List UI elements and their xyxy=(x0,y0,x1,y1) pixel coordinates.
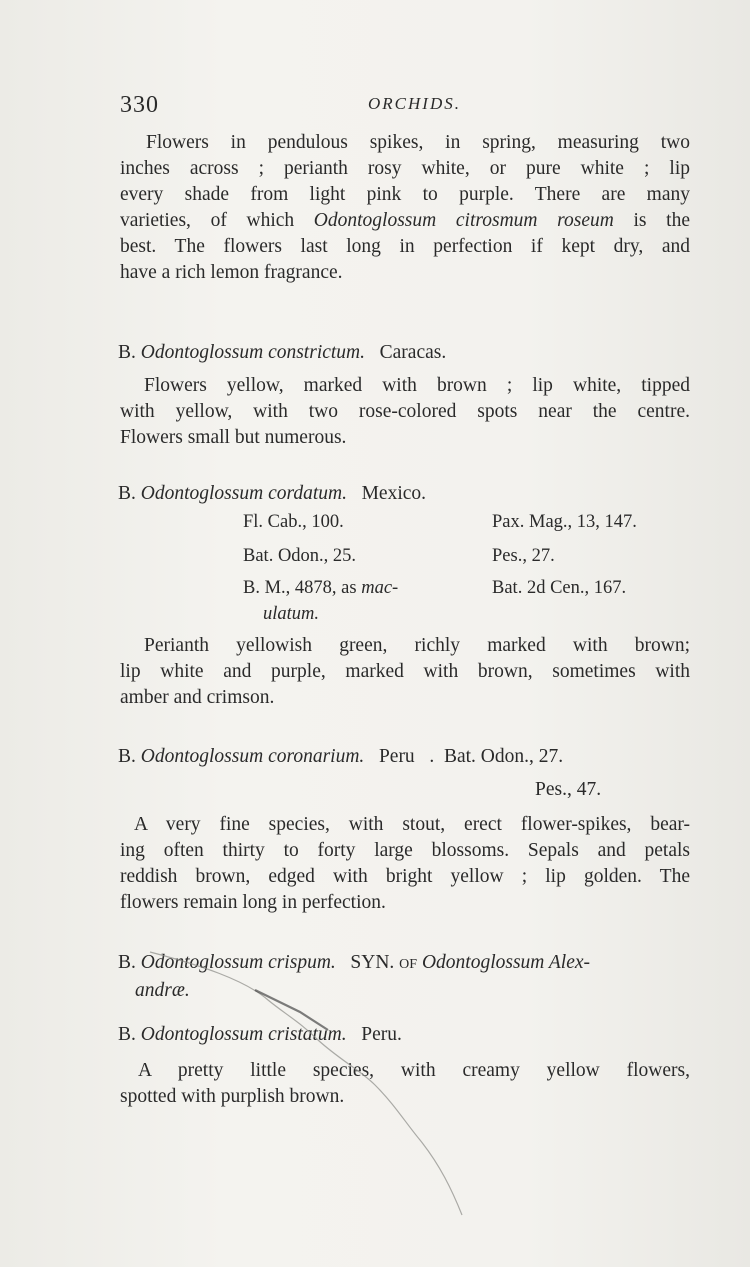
text-segment: varieties, of which xyxy=(120,210,314,231)
text-line: amber and crimson. xyxy=(120,687,275,708)
entry-prefix: B. xyxy=(118,746,141,767)
paragraph-cristatum xyxy=(120,1058,690,1110)
text-line: Flowers small but numerous. xyxy=(120,427,347,448)
text-line: ing often thirty to forty large blossoms. Sepals and petals xyxy=(120,840,690,861)
text-segment: is the xyxy=(613,210,690,231)
entry-constrictum xyxy=(118,340,690,366)
species-name: Odontoglossum cristatum. xyxy=(140,1024,347,1045)
entry-locality: Mexico. xyxy=(361,483,427,504)
entry-cordatum xyxy=(118,481,690,507)
text-line xyxy=(120,208,690,234)
text-line: every shade from light pink to purple. There are many xyxy=(120,184,690,205)
text-line: spotted with purplish brown. xyxy=(120,1086,345,1107)
entry-prefix: B. xyxy=(118,952,141,973)
reference-italic: mac- xyxy=(361,578,399,598)
reference: Bat. Odon., 27. xyxy=(443,746,564,767)
entry-separator: . xyxy=(429,746,435,767)
species-name: Odontoglossum constrictum. xyxy=(140,342,366,363)
reference: Pes., 27. xyxy=(492,546,555,566)
species-name: Odontoglossum citrosmum roseum xyxy=(313,210,614,231)
text-line: A very fine species, with stout, erect flower-spikes, bear- xyxy=(134,814,690,835)
entry-prefix: B. xyxy=(118,1024,141,1045)
text-line: Perianth yellowish green, richly marked with brown; xyxy=(144,635,690,656)
text-line: best. The flowers last long in perfection if kept dry, and xyxy=(120,236,690,257)
running-head xyxy=(120,92,690,122)
text-line: reddish brown, edged with bright yellow ; lip golden. The xyxy=(120,866,690,887)
entry-locality: Caracas. xyxy=(379,342,447,363)
paragraph-citrosmum xyxy=(120,130,690,286)
species-name: Odontoglossum crispum. xyxy=(140,952,336,973)
entry-prefix: B. xyxy=(118,483,141,504)
species-name: Odontoglossum coronarium. xyxy=(140,746,365,767)
reference: Fl. Cab., 100. xyxy=(243,512,344,532)
species-name: Odontoglossum cordatum. xyxy=(140,483,347,504)
paragraph-cordatum xyxy=(120,633,690,711)
synonym-name: andræ. xyxy=(135,980,190,1001)
entry-locality: Peru xyxy=(378,746,415,767)
paragraph-constrictum xyxy=(120,373,690,451)
reference: Bat. 2d Cen., 167. xyxy=(492,578,627,598)
reference: Pes., 47. xyxy=(535,779,602,800)
entry-coronarium xyxy=(118,744,690,770)
text-line: Flowers yellow, marked with brown ; lip white, tipped xyxy=(144,375,690,396)
text-line: lip white and purple, marked with brown, sometimes with xyxy=(120,661,690,682)
text-line: with yellow, with two rose-colored spots near the centre. xyxy=(120,401,690,422)
paragraph-coronarium xyxy=(120,812,690,916)
text-line: flowers remain long in perfection. xyxy=(120,892,386,913)
text-line: have a rich lemon fragrance. xyxy=(120,262,343,283)
reference-italic: ulatum. xyxy=(263,604,320,624)
text-line: inches across ; perianth rosy white, or pure white ; lip xyxy=(120,158,690,179)
entry-cristatum xyxy=(118,1022,690,1048)
text-line: A pretty little species, with creamy yellow flowers, xyxy=(138,1060,690,1081)
reference: Bat. Odon., 25. xyxy=(243,546,357,566)
reference: Pax. Mag., 13, 147. xyxy=(492,512,637,532)
page-number: 330 xyxy=(120,92,159,118)
entry-crispum xyxy=(118,950,690,976)
reference-text: B. M., 4878, as xyxy=(243,578,362,598)
entry-prefix: B. xyxy=(118,342,141,363)
running-title: ORCHIDS. xyxy=(368,94,461,113)
text-line: Flowers in pendulous spikes, in spring, measuring two xyxy=(146,132,690,153)
reference xyxy=(243,578,398,599)
entry-locality: Peru. xyxy=(361,1024,402,1045)
synonym-name: Odontoglossum Alex- xyxy=(421,952,591,973)
synonym-label: SYN. of xyxy=(350,952,422,973)
